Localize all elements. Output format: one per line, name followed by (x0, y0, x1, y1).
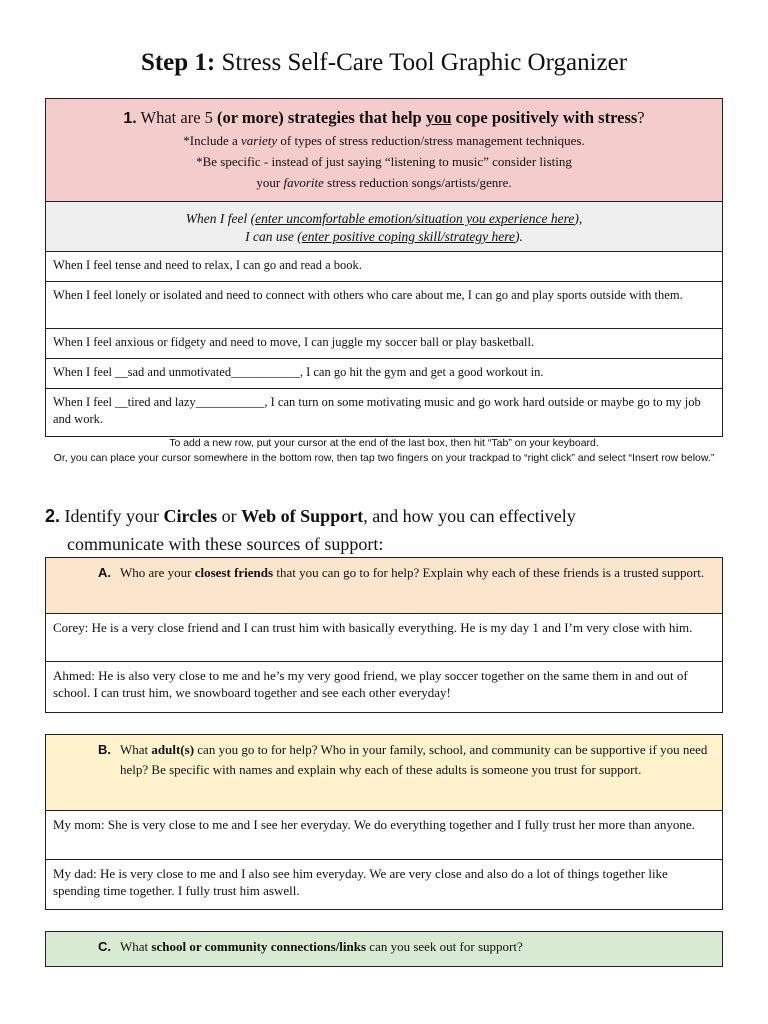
instruction-text: When I feel ( (185, 211, 256, 226)
section-b-bold: adult(s) (151, 742, 195, 757)
strategy-row-1[interactable]: When I feel tense and need to relax, I can go and read a book. (45, 251, 723, 282)
section-a-letter: A. (98, 565, 111, 580)
question-2-heading (45, 502, 725, 558)
section-c-letter: C. (98, 939, 111, 954)
section-b-header (45, 734, 723, 811)
strategy-row-2[interactable]: When I feel lonely or isolated and need to connect with others who care about me, I can go and play sports outside with them. (45, 281, 723, 329)
question-2-line-2: communicate with these sources of support: (67, 534, 384, 554)
question-2-line-1 (45, 502, 725, 530)
instruction-line-1 (46, 210, 722, 228)
adult-answer-2[interactable]: My dad: He is very close to me and I also see him everyday. We are very close and also do a lot of things together like spending time together. I fully trust him aswell. (45, 859, 723, 910)
question-2-number: 2. (45, 506, 61, 526)
tip-line-2: Or, you can place your cursor somewhere in the bottom row, then tap two fingers on your trackpad to “right click” and select “Insert row below.” (53, 452, 715, 464)
question-1-note-1 (46, 130, 722, 151)
section-b-text: can you go to for help? Who in your family, school, and community can be supportive if you need help? Be specific with names and explain why each of these adults is someone you trust for support. (120, 742, 708, 777)
section-c-text: What (120, 939, 149, 954)
section-a-bold: closest friends (194, 565, 274, 580)
question-2-bold: Web of Support (241, 506, 364, 526)
strategy-row-4[interactable]: When I feel __sad and unmotivated___________, I can go hit the gym and get a good workout in. (45, 358, 723, 389)
question-1-note-3 (46, 172, 722, 193)
section-a-header (45, 557, 723, 614)
question-2-text: , and how you can effectively (363, 506, 576, 526)
section-a-text: Who are your (120, 565, 192, 580)
instruction-text: ). (514, 229, 523, 244)
instruction-text: ), (574, 211, 583, 226)
instruction-row (45, 201, 723, 252)
question-1-bold-a: (or more) strategies that help (217, 108, 422, 127)
add-row-tip (40, 436, 728, 466)
friend-answer-2[interactable]: Ahmed: He is also very close to me and he’s my very good friend, we play soccer together on the same them in and out of school. I can trust him, we snowboard together and see each other everyday! (45, 661, 723, 713)
question-1-text (46, 107, 722, 130)
strategy-row-5[interactable]: When I feel __tired and lazy___________, I can turn on some motivating music and go work hard outside or maybe go to my job and work. (45, 388, 723, 437)
adult-answer-1[interactable]: My mom: She is very close to me and I see her everyday. We do everything together and I fully trust her more than anyone. (45, 810, 723, 860)
note-text: of types of stress reduction/stress management techniques. (280, 133, 585, 148)
section-a-text: that you can go to for help? Explain why each of these friends is a trusted support. (276, 565, 705, 580)
title-step: Step 1: (140, 49, 216, 76)
section-c-text: can you seek out for support? (369, 939, 523, 954)
note-text: your (256, 175, 281, 190)
instruction-text: I can use ( (245, 229, 302, 244)
question-2-text: Identify your (64, 506, 159, 526)
note-emphasis: variety (241, 133, 278, 148)
instruction-line-2 (46, 228, 722, 246)
section-c-header (45, 931, 723, 967)
note-emphasis: favorite (283, 175, 324, 190)
instruction-placeholder: enter uncomfortable emotion/situation you experience here (255, 211, 575, 226)
page-title (0, 46, 768, 80)
friend-answer-1[interactable]: Corey: He is a very close friend and I can trust him with basically everything. He is my day 1 and I’m very close with him. (45, 613, 723, 662)
title-text: Stress Self-Care Tool Graphic Organizer (221, 49, 628, 76)
note-text: *Include a (183, 133, 238, 148)
question-1-end: ? (637, 108, 645, 127)
section-b-text: What (120, 742, 149, 757)
section-b-letter: B. (98, 742, 111, 757)
question-1-header (45, 98, 723, 202)
instruction-placeholder: enter positive coping skill/strategy here (301, 229, 515, 244)
question-1-bold-b: cope positively with stress (455, 108, 638, 127)
question-1-pre: What are 5 (140, 108, 213, 127)
note-text: stress reduction songs/artists/genre. (327, 175, 512, 190)
question-2-bold: Circles (163, 506, 218, 526)
question-1-note-2: *Be specific - instead of just saying “listening to music” consider listing (196, 154, 572, 169)
strategy-row-3[interactable]: When I feel anxious or fidgety and need to move, I can juggle my soccer ball or play basketball. (45, 328, 723, 359)
section-c-bold: school or community connections/links (151, 939, 367, 954)
question-2-text: or (221, 506, 237, 526)
question-1-number: 1. (123, 110, 137, 127)
question-1-you: you (425, 108, 452, 127)
tip-line-1: To add a new row, put your cursor at the end of the last box, then hit “Tab” on your keyboard. (169, 437, 599, 449)
